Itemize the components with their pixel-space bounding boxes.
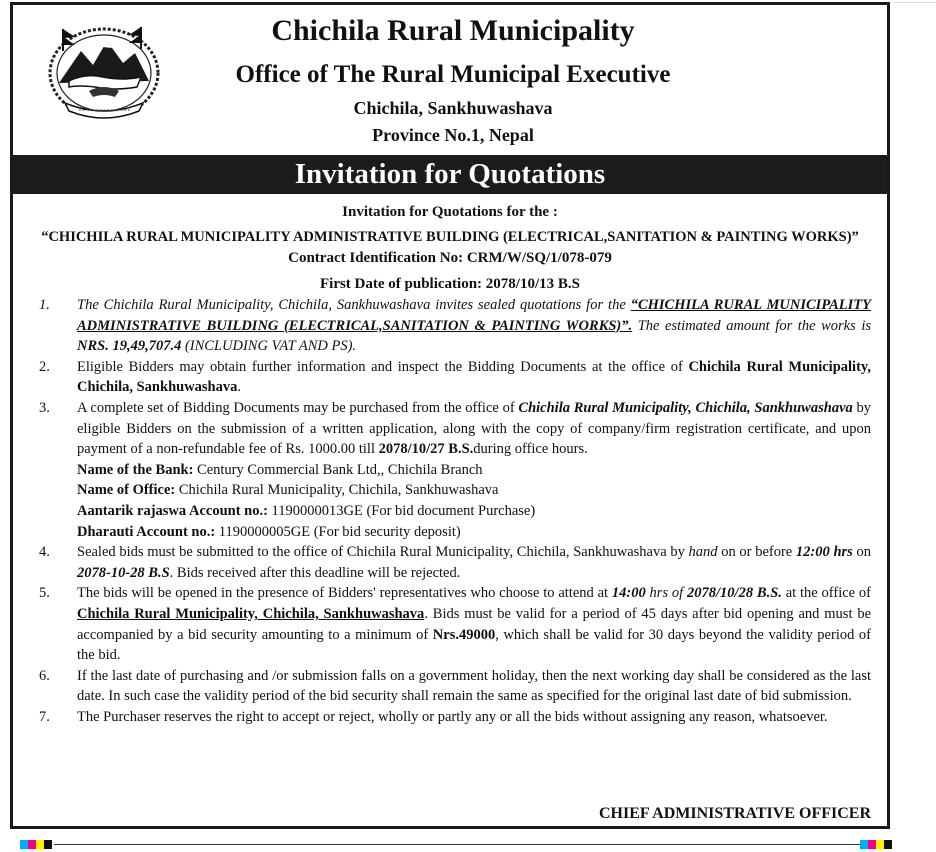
- revenue-account-detail: [77, 501, 871, 522]
- item-text: on: [852, 544, 871, 561]
- registration-marks-left: [20, 840, 52, 849]
- list-item: [33, 357, 871, 398]
- notice-frame: [10, 2, 890, 829]
- item-number: 5.: [39, 585, 50, 602]
- item-text: The bids will be opened in the presence of Bidders' representatives who choose to attend at: [77, 585, 612, 602]
- item-text: at the office of: [781, 585, 872, 602]
- office-location: Chichila, Sankhuwashava: [353, 98, 553, 118]
- magenta-swatch: [28, 840, 36, 849]
- list-item: [33, 295, 871, 357]
- contract-id: Contract Identification No: CRM/W/SQ/1/078-079: [288, 250, 612, 266]
- item-text: . Bids must be valid for a period of 45 days after bid opening and must be accompanied by a bid security amounting to a minimum of: [77, 605, 871, 643]
- office-name: Office of The Rural Municipal Executive: [235, 61, 671, 88]
- opening-date: 2078/10/28 B.S.: [687, 585, 782, 602]
- yellow-swatch: [876, 840, 884, 849]
- item-text: A complete set of Bidding Documents may be purchased from the office of: [77, 399, 519, 416]
- office-reference: Chichila Rural Municipality, Chichila, Sankhuwashava: [77, 358, 871, 396]
- bid-security-amount: Nrs.49000: [432, 626, 496, 643]
- submission-date: 2078-10-28 B.S: [77, 564, 170, 581]
- item-text: , which shall be valid for 30 days beyond the validity period of the bid.: [77, 626, 872, 664]
- item-number: 1.: [39, 297, 50, 313]
- detail-label: Aantarik rajaswa Account no.:: [77, 502, 268, 519]
- item-text: If the last date of purchasing and /or submission falls on a government holiday, then the next working day shall be considered as the last date. In such case the validity period of the bid security shall remain the same as specified for the original last date of bid submission.: [77, 667, 871, 705]
- magenta-swatch: [868, 840, 876, 849]
- municipality-title: Chichila Rural Municipality: [271, 14, 635, 47]
- item-text: . Bids received after this deadline will be rejected.: [169, 564, 461, 581]
- yellow-swatch: [36, 840, 44, 849]
- detail-value: Chichila Rural Municipality, Chichila, Sankhuwashava: [175, 482, 499, 499]
- detail-value: Century Commercial Bank Ltd,, Chichila Branch: [193, 461, 483, 478]
- registration-rule: [54, 844, 860, 845]
- item-number: 3.: [39, 399, 50, 416]
- item-text: .: [237, 379, 241, 396]
- deposit-account-detail: [77, 522, 871, 543]
- list-item: [33, 583, 871, 665]
- list-item: [33, 542, 871, 583]
- signoff-title: CHIEF ADMINISTRATIVE OFFICER: [598, 805, 871, 822]
- list-item: [33, 707, 871, 728]
- item-project-title: “CHICHILA RURAL MUNICIPALITY ADMINISTRATIVE BUILDING (ELECTRICAL,SANITATION & PAINTING WORKS)”.: [77, 297, 871, 334]
- cyan-swatch: [860, 840, 868, 849]
- item-text: on or before: [717, 544, 796, 561]
- detail-label: Name of the Bank:: [77, 461, 194, 478]
- black-swatch: [884, 840, 892, 849]
- item-text: Sealed bids must be submitted to the office of Chichila Rural Municipality, Chichila, Sankhuwashava by: [77, 544, 689, 561]
- item-text: The Purchaser reserves the right to accept or reject, wholly or partly any or all the bids without assigning any reason, whatsoever.: [77, 708, 828, 725]
- item-text: Eligible Bidders may obtain further information and inspect the Bidding Documents at the office of: [77, 358, 689, 375]
- submission-time: 12:00 hrs: [795, 544, 853, 561]
- item-text: hrs of: [645, 585, 688, 602]
- detail-value: 1190000013GE (For bid document Purchase): [267, 502, 536, 519]
- list-item: [33, 398, 871, 542]
- purchase-deadline: 2078/10/27 B.S.: [378, 441, 474, 458]
- conditions-list: [33, 295, 871, 727]
- item-text: (INCLUDING VAT AND PS).: [181, 338, 357, 355]
- province-name: Province No.1, Nepal: [372, 125, 534, 145]
- notice-banner: Invitation for Quotations: [13, 155, 887, 194]
- item-text: The Chichila Rural Municipality, Chichila, Sankhuwashava invites sealed quotations for the: [77, 297, 631, 313]
- detail-label: Name of Office:: [77, 482, 176, 499]
- opening-time: 14:00: [611, 585, 646, 602]
- estimated-amount: NRS. 19,49,707.4: [77, 338, 182, 355]
- item-number: 4.: [39, 544, 50, 561]
- project-title: “CHICHILA RURAL MUNICIPALITY ADMINISTRATIVE BUILDING (ELECTRICAL,SANITATION & PAINTING WORKS)”: [41, 229, 859, 245]
- item-number: 2.: [39, 358, 50, 375]
- item-number: 6.: [39, 667, 50, 684]
- page-edge-rule: [894, 2, 936, 3]
- registration-marks-right: [860, 840, 892, 849]
- item-text: by eligible Bidders on the submission of a written application, along with the copy of company/firm registration certificate, and upon payment of a non-refundable fee of Rs. 1000.00 till: [77, 399, 872, 458]
- bank-detail: [77, 460, 871, 481]
- item-text: during office hours.: [473, 441, 588, 458]
- publication-date: First Date of publication: 2078/10/13 B.S: [319, 276, 580, 292]
- office-detail: [77, 480, 871, 501]
- detail-label: Dharauti Account no.:: [77, 523, 216, 540]
- item-text: hand: [688, 544, 718, 561]
- cyan-swatch: [20, 840, 28, 849]
- office-reference: Chichila Rural Municipality, Chichila, Sankhuwashava: [518, 399, 853, 416]
- black-swatch: [44, 840, 52, 849]
- list-item: [33, 666, 871, 707]
- item-number: 7.: [39, 708, 50, 725]
- item-text: The estimated amount for the works is: [632, 317, 871, 334]
- invitation-intro: Invitation for Quotations for the :: [342, 204, 558, 220]
- office-reference: Chichila Rural Municipality, Chichila, Sankhuwashava: [77, 605, 425, 622]
- detail-value: 1190000005GE (For bid security deposit): [215, 523, 461, 540]
